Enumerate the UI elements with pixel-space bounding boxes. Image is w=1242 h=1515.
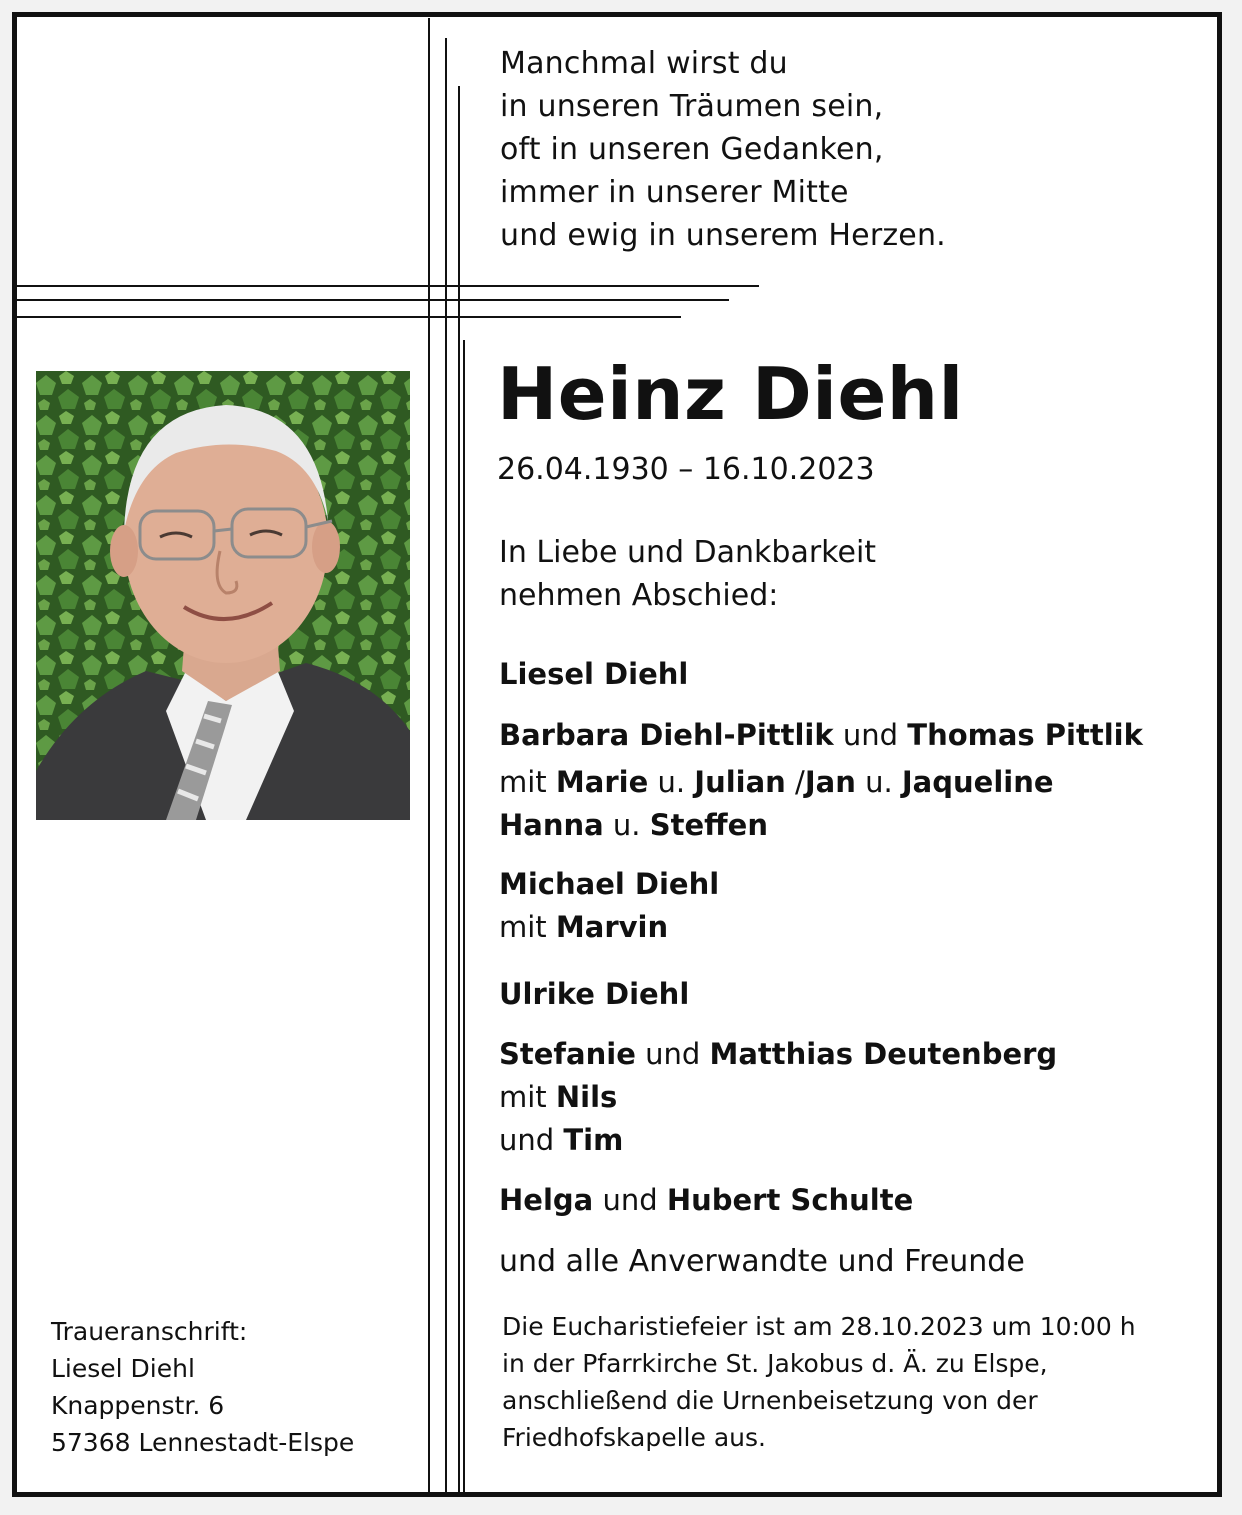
- poem: [500, 42, 946, 257]
- mourner-name: Thomas Pittlik: [907, 718, 1143, 752]
- cross-horizontal-line-2: [12, 299, 729, 301]
- service-line: anschließend die Urnenbeisetzung von der: [502, 1386, 1038, 1415]
- family-group-2: [499, 714, 1143, 847]
- mourner-name: Hubert Schulte: [666, 1183, 914, 1217]
- poem-line: in unseren Träumen sein,: [500, 89, 884, 124]
- mourner-name: Helga: [499, 1183, 594, 1217]
- poem-line: immer in unserer Mitte: [500, 175, 849, 210]
- mourner-name: Julian: [694, 765, 786, 799]
- mourner-name: Stefanie: [499, 1037, 636, 1071]
- family-group-6: [499, 1179, 913, 1222]
- mourner-name: Marvin: [555, 910, 669, 944]
- separator: /: [795, 765, 805, 799]
- service-line: Die Eucharistiefeier ist am 28.10.2023 um 10:00 h: [502, 1312, 1136, 1341]
- mourner-name: Steffen: [649, 808, 768, 842]
- service-info: [502, 1308, 1136, 1456]
- cross-vertical-line-1: [428, 18, 430, 1497]
- conjunction: u.: [657, 765, 686, 799]
- cross-vertical-line-2: [445, 38, 447, 1497]
- family-group-3: [499, 863, 719, 949]
- cross-vertical-line-4: [463, 340, 465, 1497]
- family-group-4: [499, 973, 689, 1016]
- mourning-address: [51, 1313, 354, 1461]
- intro-line: nehmen Abschied:: [499, 578, 779, 613]
- family-closing: und alle Anverwandte und Freunde: [499, 1244, 1025, 1279]
- conjunction: und: [499, 1123, 555, 1157]
- mourner-name: Hanna: [499, 808, 604, 842]
- mourner-name: Jan: [804, 765, 856, 799]
- address-name: Liesel Diehl: [51, 1354, 195, 1383]
- conjunction: und: [602, 1183, 658, 1217]
- poem-line: Manchmal wirst du: [500, 46, 788, 81]
- mourner-name: Ulrike Diehl: [499, 977, 690, 1011]
- family-group-5: [499, 1033, 1057, 1162]
- cross-horizontal-line-3: [12, 316, 681, 318]
- conjunction: u.: [612, 808, 641, 842]
- service-line: in der Pfarrkirche St. Jakobus d. Ä. zu Elspe,: [502, 1349, 1048, 1378]
- mourner-name: Marie: [555, 765, 649, 799]
- mourner-name: Michael Diehl: [499, 867, 720, 901]
- conjunction: mit: [499, 1080, 547, 1114]
- service-line: Friedhofskapelle aus.: [502, 1423, 766, 1452]
- portrait-illustration: [36, 371, 410, 820]
- life-dates: 26.04.1930 – 16.10.2023: [497, 452, 875, 487]
- intro-text: [499, 531, 876, 617]
- conjunction: und: [645, 1037, 701, 1071]
- mourner-name: Barbara Diehl-Pittlik: [499, 718, 834, 752]
- mourner-name: Tim: [563, 1123, 624, 1157]
- conjunction: mit: [499, 910, 547, 944]
- conjunction: u.: [865, 765, 893, 799]
- conjunction: und: [842, 718, 899, 752]
- address-street: Knappenstr. 6: [51, 1391, 225, 1420]
- mourner-name: Jaqueline: [901, 765, 1054, 799]
- poem-line: und ewig in unserem Herzen.: [500, 218, 946, 253]
- intro-line: In Liebe und Dankbarkeit: [499, 535, 877, 570]
- address-label: Traueranschrift:: [51, 1317, 248, 1346]
- cross-vertical-line-3: [458, 86, 460, 1497]
- poem-line: oft in unseren Gedanken,: [500, 132, 884, 167]
- cross-horizontal-line-1: [12, 285, 759, 287]
- family-group-1: [499, 653, 688, 696]
- address-city: 57368 Lennestadt-Elspe: [51, 1428, 355, 1457]
- mourner-name: Liesel Diehl: [499, 657, 689, 691]
- deceased-name: Heinz Diehl: [497, 352, 964, 436]
- portrait-photo: [36, 371, 410, 820]
- mourner-name: Matthias Deutenberg: [709, 1037, 1058, 1071]
- conjunction: mit: [499, 765, 547, 799]
- mourner-name: Nils: [555, 1080, 618, 1114]
